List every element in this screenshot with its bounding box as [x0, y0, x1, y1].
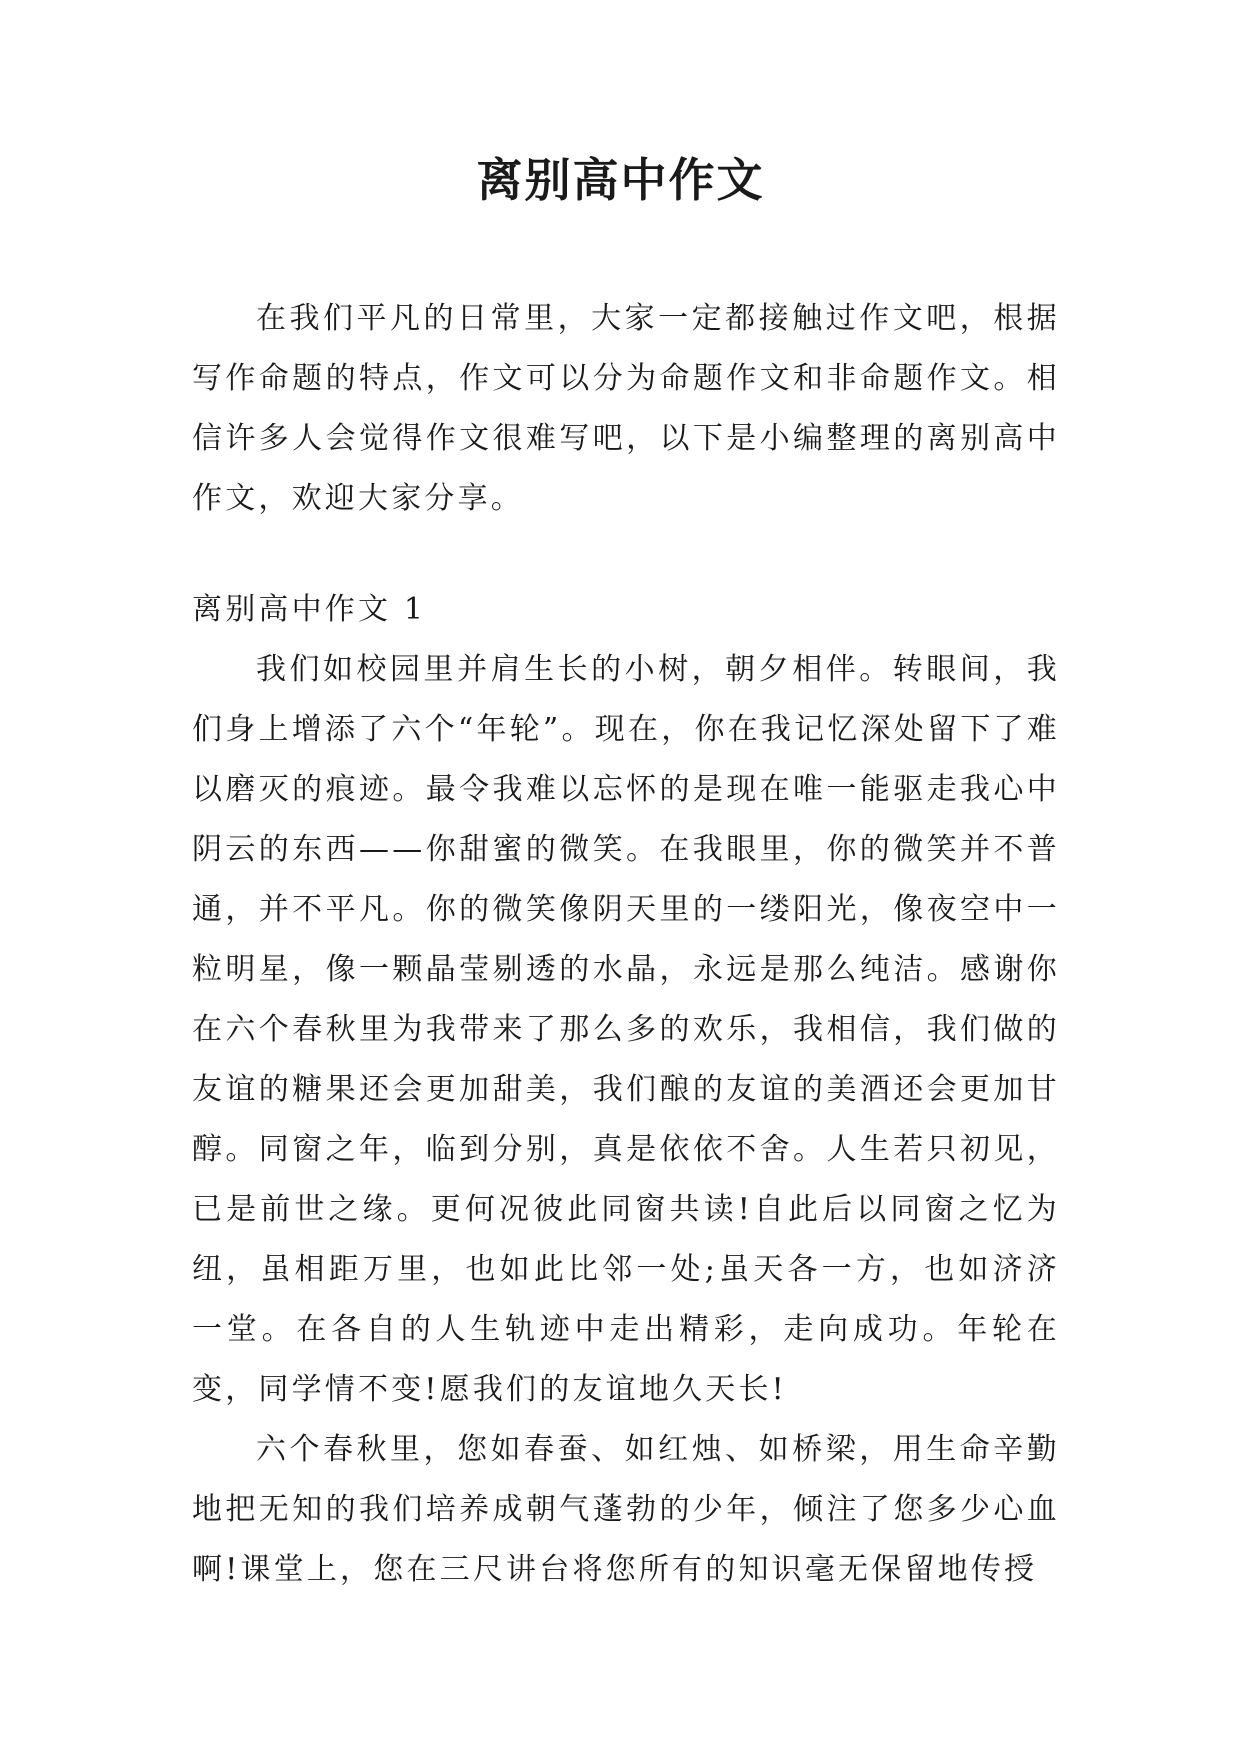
essay-body: [192, 640, 1060, 1600]
essay-paragraph: 六个春秋里，您如春蚕、如红烛、如桥梁，用生命辛勤地把无知的我们培养成朝气蓬勃的少年，倾注了您多少心血啊!课堂上，您在三尺讲台将您所有的知识毫无保留地传授: [192, 1432, 1060, 1587]
document-title: 离别高中作文: [476, 153, 765, 207]
section-heading: 离别高中作文 1: [192, 592, 427, 627]
intro-paragraph: 在我们平凡的日常里，大家一定都接触过作文吧，根据写作命题的特点，作文可以分为命题作文和非命题作文。相信许多人会觉得作文很难写吧，以下是小编整理的离别高中作文，欢迎大家分享。: [192, 301, 1060, 516]
essay-paragraph: 我们如校园里并肩生长的小树，朝夕相伴。转眼间，我们身上增添了六个“年轮”。现在，你在我记忆深处留下了难以磨灭的痕迹。最令我难以忘怀的是现在唯一能驱走我心中阴云的东西——你甜蜜的微笑。在我眼里，你的微笑并不普通，并不平凡。你的微笑像阴天里的一缕阳光，像夜空中一粒明星，像一颗晶莹剔透的水晶，永远是那么纯洁。感谢你在六个春秋里为我带来了那么多的欢乐，我相信，我们做的友谊的糖果还会更加甜美，我们酿的友谊的美酒还会更加甘醇。同窗之年，临到分别，真是依依不舍。人生若只初见，已是前世之缘。更何况彼此同窗共读!自此后以同窗之忆为纽，虽相距万里，也如此比邻一处;虽天各一方，也如济济一堂。在各自的人生轨迹中走出精彩，走向成功。年轮在变，同学情不变!愿我们的友谊地久天长!: [192, 652, 1060, 1407]
